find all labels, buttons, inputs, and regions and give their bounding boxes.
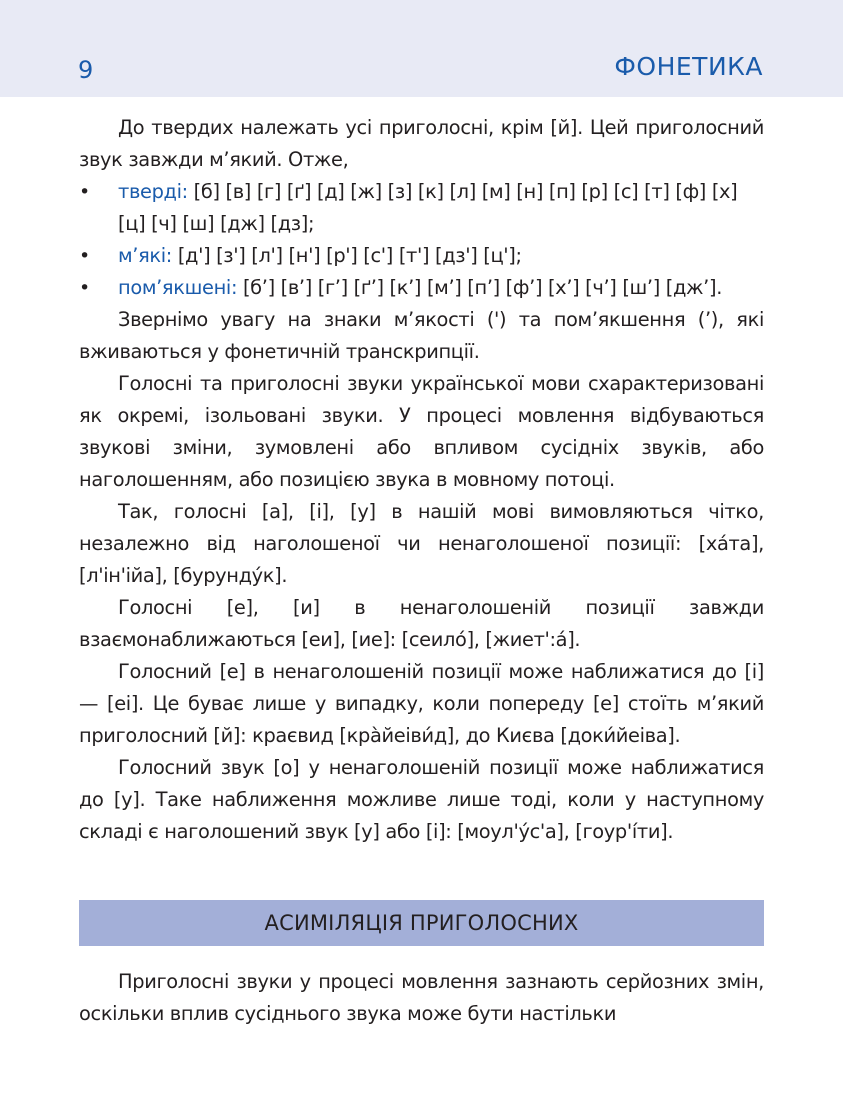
list-item-hard <box>79 176 764 240</box>
list-item-label: тверді: <box>118 180 188 203</box>
page-number: 9 <box>78 56 94 84</box>
intro-paragraph: До твердих належать усі приголосні, крім [й]. Цей приголосний звук завжди м’який. Отже, <box>79 116 764 171</box>
list-item-softened <box>79 272 764 304</box>
closing-paragraph: Приголосні звуки у процесі мовлення зазнають серйозних змін, оскільки вплив сусіднього звука може бути настільки <box>79 970 764 1025</box>
list-item-label: м’які: <box>118 244 172 267</box>
paragraph-soft-signs: Звернімо увагу на знаки м’якості (') та пом’якшення (’), які вживаються у фонетичній транскрипції. <box>79 308 764 363</box>
list-item-text: [б] [в] [г] [ґ] [д] [ж] [з] [к] [л] [м] [н] [п] [р] [с] [т] [ф] [х] [ц] [ч] [ш] [дж] [дз]; <box>118 180 738 235</box>
list-item-text: [б’] [в’] [г’] [ґ’] [к’] [м’] [п’] [ф’] [х’] [ч’] [ш’] [дж’]. <box>237 276 723 299</box>
section-heading-band <box>79 900 764 946</box>
paragraph-clear-vowels: Так, голосні [а], [і], [у] в нашій мові вимовляються чітко, незалежно від наголошеної чи ненаголошеної позиції: [ха́та], [л'ін'ійа], [бурунду́к]. <box>79 500 764 587</box>
paragraph-sound-changes: Голосні та приголосні звуки української мови схарактеризовані як окремі, ізольовані звуки. У процесі мовлення відбуваються звукові зміни, зумовлені або впливом сусідніх звуків, або наголошенням, або позицією звука в мовному потоці. <box>79 372 764 491</box>
section-heading: АСИМІЛЯЦІЯ ПРИГОЛОСНИХ <box>264 911 579 935</box>
closing-text <box>79 966 764 1030</box>
paragraph-e-i: Голосний [е] в ненаголошеній позиції може наближатися до [і] — [еі]. Це буває лише у випадку, коли попереду [е] стоїть м’який приголосний [й]: краєвид [кра̀йеіви́д], до Києва [доки́йеіва]. <box>79 660 764 747</box>
main-text <box>79 112 764 848</box>
list-item-text: [д'] [з'] [л'] [н'] [р'] [с'] [т'] [дз'] [ц']; <box>172 244 522 267</box>
list-item-label: пом’якшені: <box>118 276 238 299</box>
page-header <box>0 0 843 97</box>
bullet-icon: • <box>79 245 90 267</box>
section-title: ФОНЕТИКА <box>614 52 763 81</box>
paragraph-o-u: Голосний звук [о] у ненаголошеній позиції може наближатися до [у]. Таке наближення можливе лише тоді, коли у наступному складі є наголошений звук [у] або [і]: [моул'у́с'а], [гоур'і́ти]. <box>79 756 764 843</box>
bullet-icon: • <box>79 277 90 299</box>
bullet-icon: • <box>79 181 90 203</box>
paragraph-e-y: Голосні [е], [и] в ненаголошеній позиції завжди взаємонаближаються [еи], [ие]: [сеило́], [жиет':а́]. <box>79 596 764 651</box>
consonant-list <box>79 176 764 304</box>
list-item-soft <box>79 240 764 272</box>
